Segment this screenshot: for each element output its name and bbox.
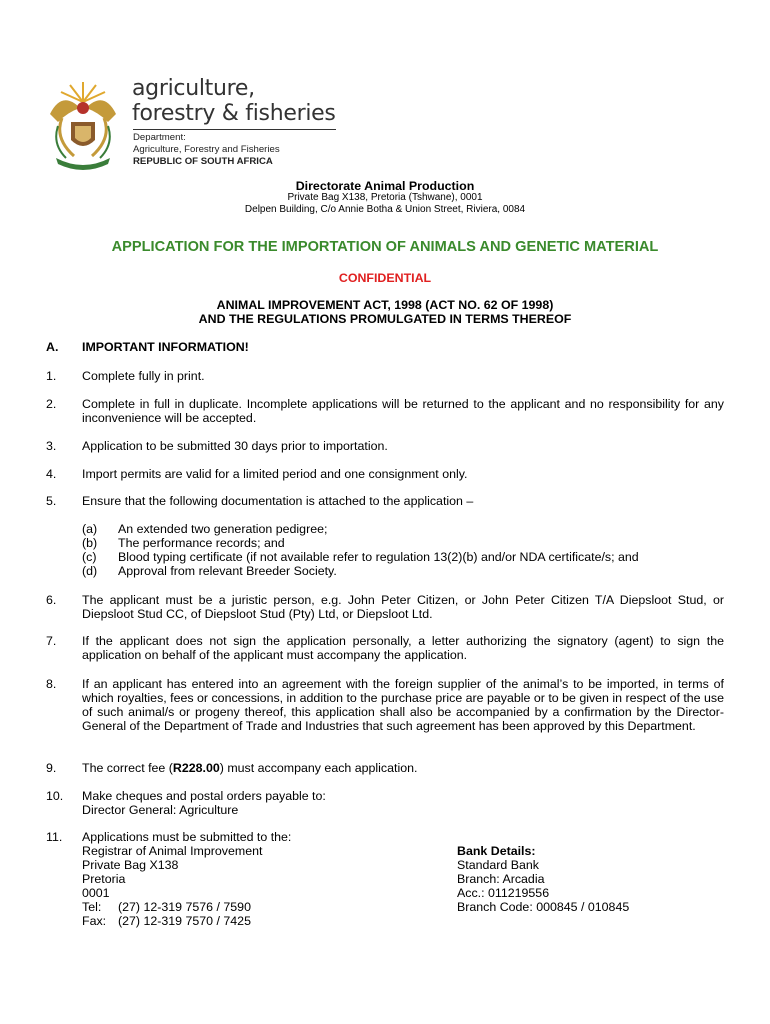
- item-number: 7.: [46, 634, 57, 648]
- confidential-label: CONFIDENTIAL: [338, 271, 432, 285]
- fax-label: Fax:: [82, 914, 107, 928]
- sub-item-letter: (b): [82, 536, 98, 550]
- section-title: IMPORTANT INFORMATION!: [82, 340, 249, 354]
- registrar-line1: Registrar of Animal Improvement: [82, 844, 263, 858]
- item-text: Application to be submitted 30 days prior to importation.: [82, 439, 388, 453]
- country-name: REPUBLIC OF SOUTH AFRICA: [133, 156, 273, 167]
- section-letter: A.: [46, 340, 59, 354]
- item-number: 3.: [46, 439, 57, 453]
- item-fee-text: [82, 761, 724, 775]
- bank-branch-code: Branch Code: 000845 / 010845: [457, 900, 630, 914]
- item-text: Complete fully in print.: [82, 369, 205, 383]
- sub-item-letter: (d): [82, 564, 98, 578]
- fee-post: ) must accompany each application.: [219, 761, 418, 775]
- registrar-line4: 0001: [82, 886, 110, 900]
- logo-title-line1: agriculture,: [132, 76, 255, 101]
- item-number: 11.: [46, 830, 63, 844]
- logo-divider: [133, 129, 336, 130]
- tel-label: Tel:: [82, 900, 102, 914]
- item-number: 8.: [46, 677, 57, 691]
- registrar-line2: Private Bag X138: [82, 858, 179, 872]
- item-number: 6.: [46, 593, 57, 607]
- act-line2: AND THE REGULATIONS PROMULGATED IN TERMS THEREOF: [198, 312, 572, 326]
- item-number: 4.: [46, 467, 57, 481]
- item-number: 1.: [46, 369, 57, 383]
- sub-item-text: Blood typing certificate (if not available refer to regulation 13(2)(b) and/or NDA certificate/s; and: [118, 550, 639, 564]
- item-text: Import permits are valid for a limited period and one consignment only.: [82, 467, 468, 481]
- bank-title: Bank Details:: [457, 844, 536, 858]
- sub-item-text: The performance records; and: [118, 536, 285, 550]
- logo-title-line2: forestry & fisheries: [132, 101, 336, 126]
- document-title: APPLICATION FOR THE IMPORTATION OF ANIMALS AND GENETIC MATERIAL: [111, 239, 659, 255]
- sub-item-letter: (c): [82, 550, 97, 564]
- registrar-line3: Pretoria: [82, 872, 126, 886]
- dept-name: Agriculture, Forestry and Fisheries: [133, 144, 280, 155]
- sub-item-letter: (a): [82, 522, 98, 536]
- sub-item-text: Approval from relevant Breeder Society.: [118, 564, 337, 578]
- item-number: 10.: [46, 789, 64, 803]
- act-line1: ANIMAL IMPROVEMENT ACT, 1998 (ACT NO. 62 OF 1998): [216, 298, 554, 312]
- directorate-address1: Private Bag X138, Pretoria (Tshwane), 0001: [287, 192, 483, 203]
- fee-pre: The correct fee (: [82, 761, 173, 775]
- sub-item-text: An extended two generation pedigree;: [118, 522, 328, 536]
- item-number: 2.: [46, 397, 57, 411]
- directorate-address2: Delpen Building, C/o Annie Botha & Union Street, Riviera, 0084: [244, 204, 526, 215]
- item-number: 9.: [46, 761, 57, 775]
- payable-line2: Director General: Agriculture: [82, 803, 239, 817]
- payable-line1: Make cheques and postal orders payable to:: [82, 789, 326, 803]
- fee-amount: R228.00: [172, 761, 220, 775]
- item-text: Complete in full in duplicate. Incomplete applications will be returned to the applicant and no responsibility for any inconvenience will be accepted.: [82, 397, 724, 425]
- item-number: 5.: [46, 494, 57, 508]
- tel-number: (27) 12-319 7576 / 7590: [118, 900, 251, 914]
- bank-branch: Branch: Arcadia: [457, 872, 545, 886]
- submit-line: Applications must be submitted to the:: [82, 830, 292, 844]
- item-text: If an applicant has entered into an agreement with the foreign supplier of the animal’s to be imported, in terms of which royalties, fees or concessions, in addition to the purchase price are payable or to be given in respect of the use of such animal/s or progeny thereof, this application shall also be accompanied by a confirmation by the Director-General of the Department of Trade and Industries that such agreement has been approved by this Department.: [82, 677, 724, 733]
- dept-label: Department:: [133, 132, 186, 143]
- directorate-title: Directorate Animal Production: [295, 179, 475, 193]
- coat-of-arms-logo: [44, 78, 122, 172]
- item-text: If the applicant does not sign the application personally, a letter authorizing the signatory (agent) to sign the application on behalf of the applicant must accompany the application.: [82, 634, 724, 662]
- bank-account: Acc.: 011219556: [457, 886, 550, 900]
- bank-name: Standard Bank: [457, 858, 539, 872]
- item-text: Ensure that the following documentation is attached to the application –: [82, 494, 474, 508]
- fax-number: (27) 12-319 7570 / 7425: [118, 914, 251, 928]
- item-text: The applicant must be a juristic person, e.g. John Peter Citizen, or John Peter Citizen T/A Diepsloot Stud, or Diepsloot Stud CC, of Diepsloot Stud (Pty) Ltd, or Diepsloot Ltd.: [82, 593, 724, 621]
